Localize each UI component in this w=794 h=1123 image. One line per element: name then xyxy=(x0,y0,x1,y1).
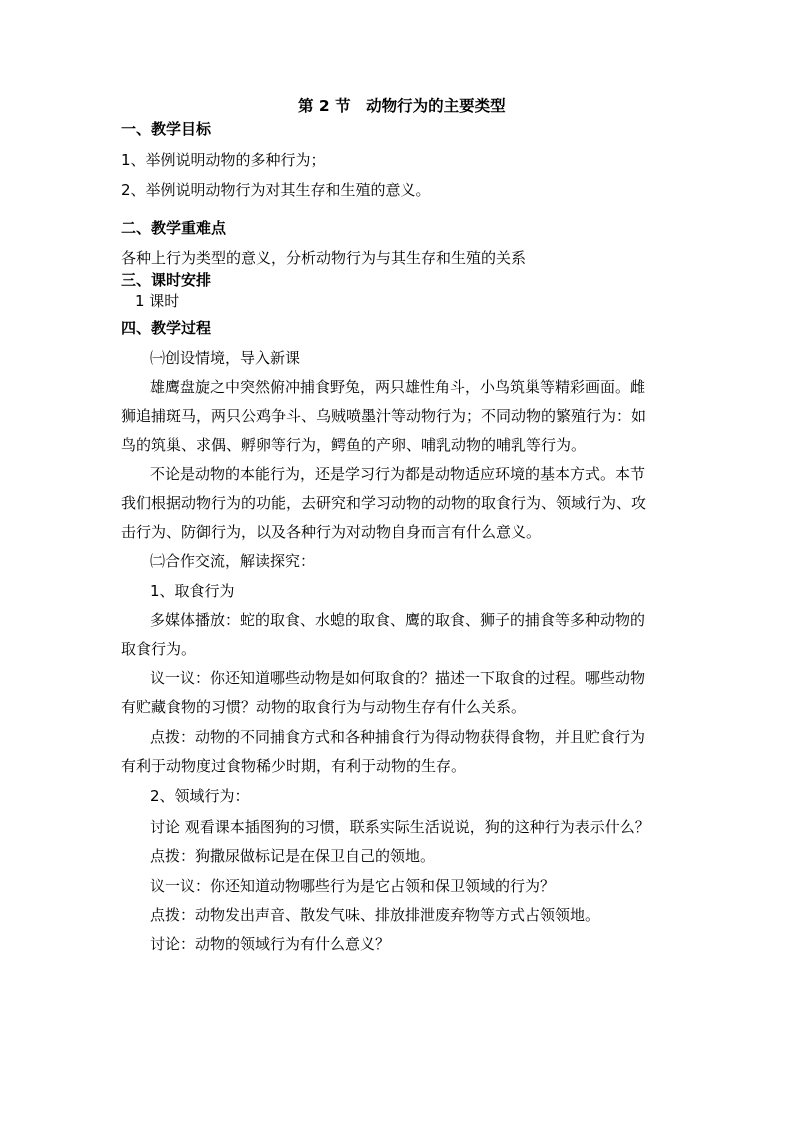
objective-item: 1、举例说明动物的多种行为； xyxy=(121,151,326,169)
paragraph-line: 我们根据动物行为的功能，去研究和学习动物的动物的取食行为、领域行为、攻 xyxy=(121,494,647,512)
paragraph-line: 议一议：你还知道哪些动物是如何取食的？描述一下取食的过程。哪些动物 xyxy=(150,669,646,687)
paragraph-line: 议一议：你还知道动物哪些行为是它占领和保卫领域的行为？ xyxy=(150,877,556,895)
paragraph-line: 不论是动物的本能行为，还是学习行为都是动物适应环境的基本方式。本节 xyxy=(150,465,646,483)
objective-item: 2、举例说明动物行为对其生存和生殖的意义。 xyxy=(121,181,431,199)
section-heading-schedule: 三、课时安排 xyxy=(121,271,212,289)
paragraph-line: 击行为、防御行为，以及各种行为对动物自身而言有什么意义。 xyxy=(121,523,542,541)
paragraph-line: 鸟的筑巢、求偶、孵卵等行为，鳄鱼的产卵、哺乳动物的哺乳等行为。 xyxy=(121,436,587,454)
paragraph-line: 有利于动物度过食物稀少时期，有利于动物的生存。 xyxy=(121,757,467,775)
paragraph-line: 狮追捕斑马，两只公鸡争斗、乌贼喷墨汁等动物行为；不同动物的繁殖行为：如 xyxy=(121,407,647,425)
paragraph-line: 点拨：动物的不同捕食方式和各种捕食行为得动物获得食物，并且贮食行为 xyxy=(150,728,646,746)
item-heading-territory: 2、领域行为： xyxy=(150,787,250,805)
paragraph-line: 有贮藏食物的习惯？动物的取食行为与动物生存有什么关系。 xyxy=(121,698,527,716)
section-heading-objectives: 一、教学目标 xyxy=(121,120,212,138)
paragraph-line: 讨论 观看课本插图狗的习惯，联系实际生活说说，狗的这种行为表示什么？ xyxy=(150,818,650,836)
paragraph-line: 多媒体播放：蛇的取食、水螅的取食、鹰的取食、狮子的捕食等多种动物的 xyxy=(150,611,646,629)
section-heading-key-points: 二、教学重难点 xyxy=(121,219,227,237)
item-heading-feeding: 1、取食行为 xyxy=(150,582,235,600)
page-title: 第 2 节 动物行为的主要类型 xyxy=(298,97,506,115)
part-heading-intro: ㈠创设情境，导入新课 xyxy=(150,349,301,367)
paragraph-line: 取食行为。 xyxy=(121,640,197,658)
paragraph-line: 点拨：狗撒尿做标记是在保卫自己的领地。 xyxy=(150,847,436,865)
paragraph-line: 雄鹰盘旋之中突然俯冲捕食野兔，两只雄性角斗，小鸟筑巢等精彩画面。雌 xyxy=(150,378,646,396)
part-heading-explore: ㈡合作交流，解读探究： xyxy=(150,552,316,570)
schedule-text: 1 课时 xyxy=(135,292,180,310)
section-heading-process: 四、教学过程 xyxy=(121,319,212,337)
paragraph-line: 讨论：动物的领域行为有什么意义？ xyxy=(150,935,391,953)
key-points-text: 各种上行为类型的意义，分析动物行为与其生存和生殖的关系 xyxy=(121,249,527,267)
paragraph-line: 点拨：动物发出声音、散发气味、排放排泄废弃物等方式占领领地。 xyxy=(150,906,601,924)
